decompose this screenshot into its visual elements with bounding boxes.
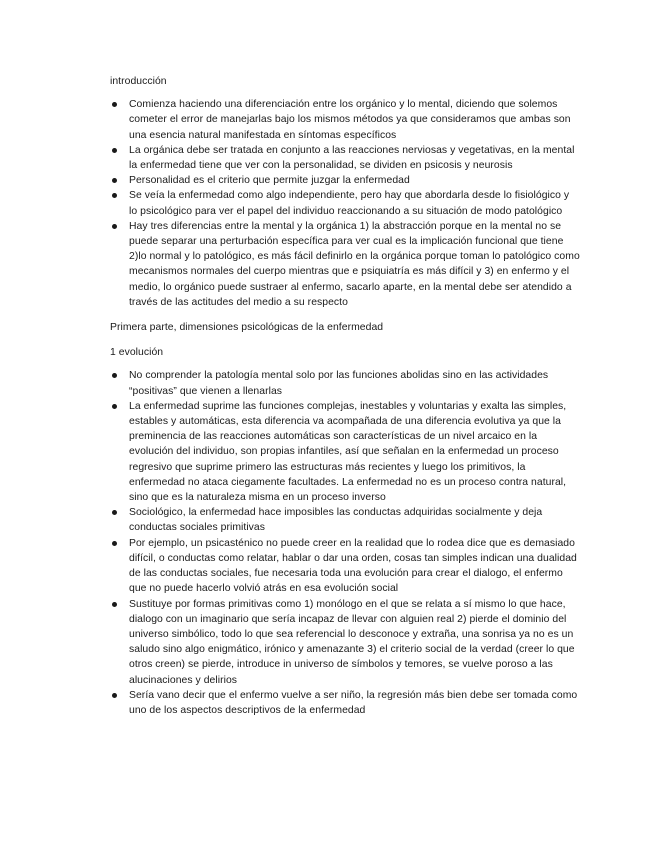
list-item <box>110 97 580 143</box>
bullet-icon <box>112 178 117 183</box>
bullet-icon <box>112 224 117 229</box>
list-item-text: Sería vano decir que el enfermo vuelve a ser niño, la regresión más bien debe ser tomada como uno de los aspectos descriptivos de la enfermedad <box>129 689 578 716</box>
bullet-icon <box>112 102 117 107</box>
list-item-text: Sustituye por formas primitivas como 1) monólogo en el que se relata a sí mismo lo que hace, dialogo con un imaginario que sería incapaz de llevar con alguien real 2) pierde el dominio del universo simbólico, todo lo que sea referencial lo desconoce y extraña, una sonrisa ya no es un saludo sino algo enigmático, irónico y amenazante 3) el criterio social de la verdad (creer lo que otros creen) se pierde, introduce in universo de símbolos y temores, se vuelve poroso a las alucinaciones y delirios <box>129 598 575 686</box>
bullet-icon <box>112 148 117 153</box>
list-item-text: Hay tres diferencias entre la mental y la orgánica 1) la abstracción porque en la mental no se puede separar una perturbación específica para ver cual es la implicación funcional que tiene 2)lo normal y lo patológico, es más fácil definirlo en la orgánica porque toman lo patológico como mecanismos normales del cuerpo mientras que e psiquiatría es más difícil y 3) en enfermo y el medio, lo orgánico puede sustraer al enfermo, sacarlo aparte, en la mental debe ser atendido a través de las actitudes del medio a su respecto <box>129 220 580 308</box>
list-item-text: Personalidad es el criterio que permite juzgar la enfermedad <box>129 175 410 187</box>
list-item <box>110 597 580 688</box>
list-item-text: Se veía la enfermedad como algo independiente, pero hay que abordarla desde lo fisiológico y lo psicológico para ver el papel del individuo reaccionando a su situación de modo patológico <box>129 190 570 217</box>
section-title-primera-parte: Primera parte, dimensiones psicológicas de la enfermedad <box>110 322 384 334</box>
bullet-list-evolucion <box>110 368 580 718</box>
list-item <box>110 399 580 505</box>
bullet-icon <box>112 404 117 409</box>
bullet-list-introduccion <box>110 97 580 310</box>
bullet-icon <box>112 541 117 546</box>
bullet-icon <box>112 510 117 515</box>
document-body <box>110 74 580 726</box>
list-item-text: Por ejemplo, un psicasténico no puede creer en la realidad que lo rodea dice que es demasiado difícil, o conductas como relatar, hablar o dar una orden, cosas tan simples indican una dualidad de las conductas sociales, fue necesaria toda una evolución para crear el dialogo, el enfermo que no puede hacerlo volvió atrás en esa evolución social <box>129 537 577 595</box>
bullet-icon <box>112 602 117 607</box>
list-item-text: La orgánica debe ser tratada en conjunto a las reacciones nerviosas y vegetativas, en la mental la enfermedad tiene que ver con la personalidad, se dividen en psicosis y neurosis <box>129 144 575 172</box>
list-item <box>110 143 580 173</box>
list-item-text: Sociológico, la enfermedad hace imposibles las conductas adquiridas socialmente y deja conductas sociales primitivas <box>129 507 543 534</box>
bullet-icon <box>112 373 117 378</box>
section-title-evolucion: 1 evolución <box>110 347 164 359</box>
list-item <box>110 536 580 597</box>
list-item-text: No comprender la patología mental solo por las funciones abolidas sino en las actividades “positivas” que vienen a llenarlas <box>129 370 549 397</box>
bullet-icon <box>112 193 117 198</box>
list-item <box>110 173 580 188</box>
list-item <box>110 188 580 218</box>
list-item <box>110 219 580 310</box>
list-item-text: La enfermedad suprime las funciones complejas, inestables y voluntarias y exalta las simples, estables y automáticas, esta diferencia va acompañada de una diferencia evolutiva ya que la preminencia de las reacciones automáticas son características de un nivel arcaico en la evolución del individuo, son propias infantiles, así que señalan en la enfermedad un proceso regresivo que suprime primero las estructuras más recientes y luego los primitivos, la enfermedad no ataca ciegamente facultades. La enfermedad no es un proceso contra natural, sino que es la naturaleza misma en un proceso inverso <box>129 400 567 504</box>
list-item <box>110 368 580 398</box>
section-title-introduccion: introducción <box>110 76 167 87</box>
list-item <box>110 688 580 718</box>
list-item <box>110 505 580 535</box>
list-item-text: Comienza haciendo una diferenciación entre los orgánico y lo mental, diciendo que solemos cometer el error de manejarlas bajo los mismos métodos ya que consideramos que ambas son una esencia natural manifestada en síntomas específicos <box>129 99 571 141</box>
bullet-icon <box>112 693 117 698</box>
